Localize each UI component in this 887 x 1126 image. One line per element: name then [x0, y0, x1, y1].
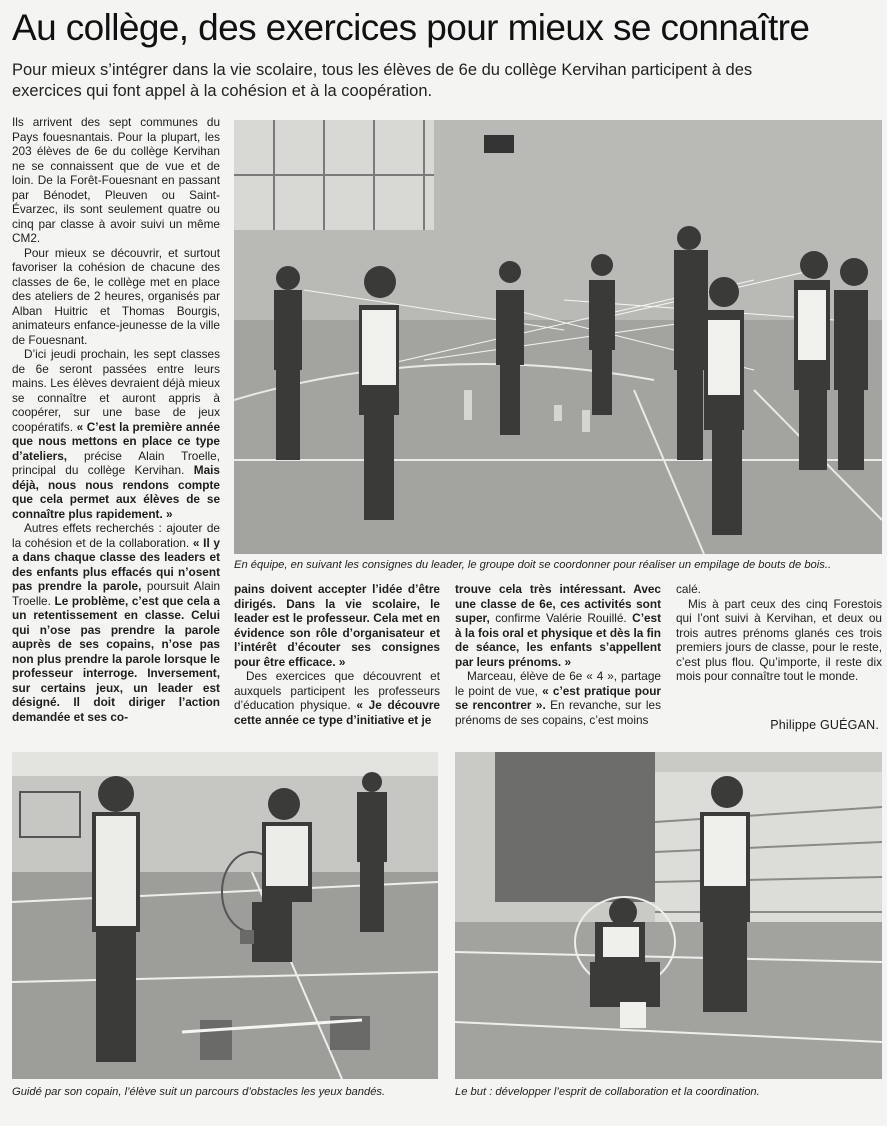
paragraph: Des exercices que découvrent et auxquels participent les professeurs d’éducation physique. « Je découvre cette année ce type d’initiative et je — [234, 669, 440, 727]
quote: « C’est la première année que nous mettons en place ce type d’ateliers, — [12, 419, 221, 463]
body-column-4 — [676, 582, 882, 684]
paragraph: Pour mieux se découvrir, et surtout favoriser la cohésion de chacune des classes de 6e, le collège met en place des ateliers de 2 heures, organisés par Alban Huitric et Thomas Bourgis, animateurs enfance-jeunesse de la ville de Fouesnant. — [12, 245, 220, 347]
paragraph: Autres effets recherchés : ajouter de la cohésion et de la collaboration. « Il y a dans chaque classe des leaders et des enfants plus effacés qui n’osent pas prendre la parole, poursuit Alain Troelle. Le problème, c’est que cela a un retentissement en classe. Celui qui n’ose pas prendre la parole auprès de ses copains, n’ose pas non plus prendre la parole lorsque le professeur interroge. Inversement, sur certains jeux, un leader est désigné. Il doit diriger l’action demandée et ses co- — [12, 521, 221, 724]
paragraph: calé. — [676, 582, 701, 596]
paragraph: Mis à part ceux des cinq Forestois qui l’ont suivi à Kervihan, et deux ou trois autres prénoms glanés ces trois premiers jours de classe, pour le reste, c’est plus flou. Qu’importe, il reste dix mois pour connaître tout le monde. — [676, 596, 882, 683]
coordination-photo — [455, 752, 882, 1079]
paragraph — [234, 582, 440, 669]
main-photo-caption: En équipe, en suivant les consignes du leader, le groupe doit se coordonner pour réaliser un empilage de bouts de bois.. — [234, 559, 832, 571]
quote: pains doivent accepter l’idée d’être dirigés. Dans la vie scolaire, le leader est le professeur. Cela met en évidence son rôle d’organisateur et l’intérêt d’écouter ses consignes pour être efficace. » — [234, 582, 440, 669]
standfirst: Pour mieux s’intégrer dans la vie scolaire, tous les élèves de 6e du collège Kervihan participent à des exercices qui font appel à la cohésion et à la coopération. — [12, 61, 753, 100]
quote: C’est à la fois oral et physique et dès la fin de séance, les enfants s’appellent par leurs prénoms. » — [455, 611, 662, 669]
quote: « Je découvre cette année ce type d’initiative et je — [234, 698, 440, 727]
body-column-3 — [455, 582, 661, 727]
body-column-2 — [234, 582, 440, 727]
obstacle-course-caption: Guidé par son copain, l’élève suit un parcours d’obstacles les yeux bandés. — [12, 1086, 386, 1098]
quote: trouve cela très intéressant. Avec une classe de 6e, ces activités sont super, — [455, 582, 661, 625]
paragraph: Ils arrivent des sept communes du Pays fouesnantais. Pour la plupart, les 203 élèves de 6e du collège Kervihan ne se connaissent que de vue et de loin. De la Forêt-Fouesnant en passant par Bénodet, Pleuven ou Saint-Évarzec, ils sont seulement quatre ou cinq par classe à avoir suivi un même CM2. — [12, 115, 220, 245]
body-column-1 — [12, 115, 220, 724]
coordination-caption: Le but : développer l’esprit de collaboration et la coordination. — [455, 1086, 760, 1098]
quote: Mais déjà, nous nous rendons compte que cela permet aux élèves de se connaître plus rapidement. » — [12, 463, 220, 521]
quote: « Il y a dans chaque classe des leaders et des enfants plus effacés qui n’osent pas prendre la parole, — [12, 535, 220, 593]
paragraph: trouve cela très intéressant. Avec une classe de 6e, ces activités sont super, confirme Valérie Rouillé. C’est à la fois oral et physique et dès la fin de séance, les enfants s’appellent par leurs prénoms. » — [455, 582, 662, 669]
obstacle-course-photo — [12, 752, 438, 1079]
headline: Au collège, des exercices pour mieux se connaître — [12, 7, 810, 48]
byline: Philippe GUÉGAN. — [770, 718, 879, 732]
main-photo — [234, 120, 882, 554]
paragraph: Marceau, élève de 6e « 4 », partage le point de vue, « c’est pratique pour se rencontrer ». En revanche, sur les prénoms de ses copains, c’est moins — [455, 669, 661, 727]
quote: « c’est pratique pour se rencontrer ». — [455, 683, 661, 712]
quote: Le problème, c’est que cela a un retentissement en classe. Celui qui n’ose pas prendre la parole auprès de ses copains, n’ose pas non plus prendre la parole lorsque le professeur interroge. Inversement, sur certains jeux, un leader est désigné. Il doit diriger l’action demandée et ses co- — [12, 593, 220, 724]
paragraph: D’ici jeudi prochain, les sept classes de 6e seront passées entre leurs mains. Les élèves devraient déjà mieux se connaître et auront appris à coopérer, sur une base de jeux coopératifs. « C’est la première année que nous mettons en place ce type d’ateliers, précise Alain Troelle, principal du collège Kervihan. Mais déjà, nous nous rendons compte que cela permet aux élèves de se connaître plus rapidement. » — [12, 347, 221, 521]
